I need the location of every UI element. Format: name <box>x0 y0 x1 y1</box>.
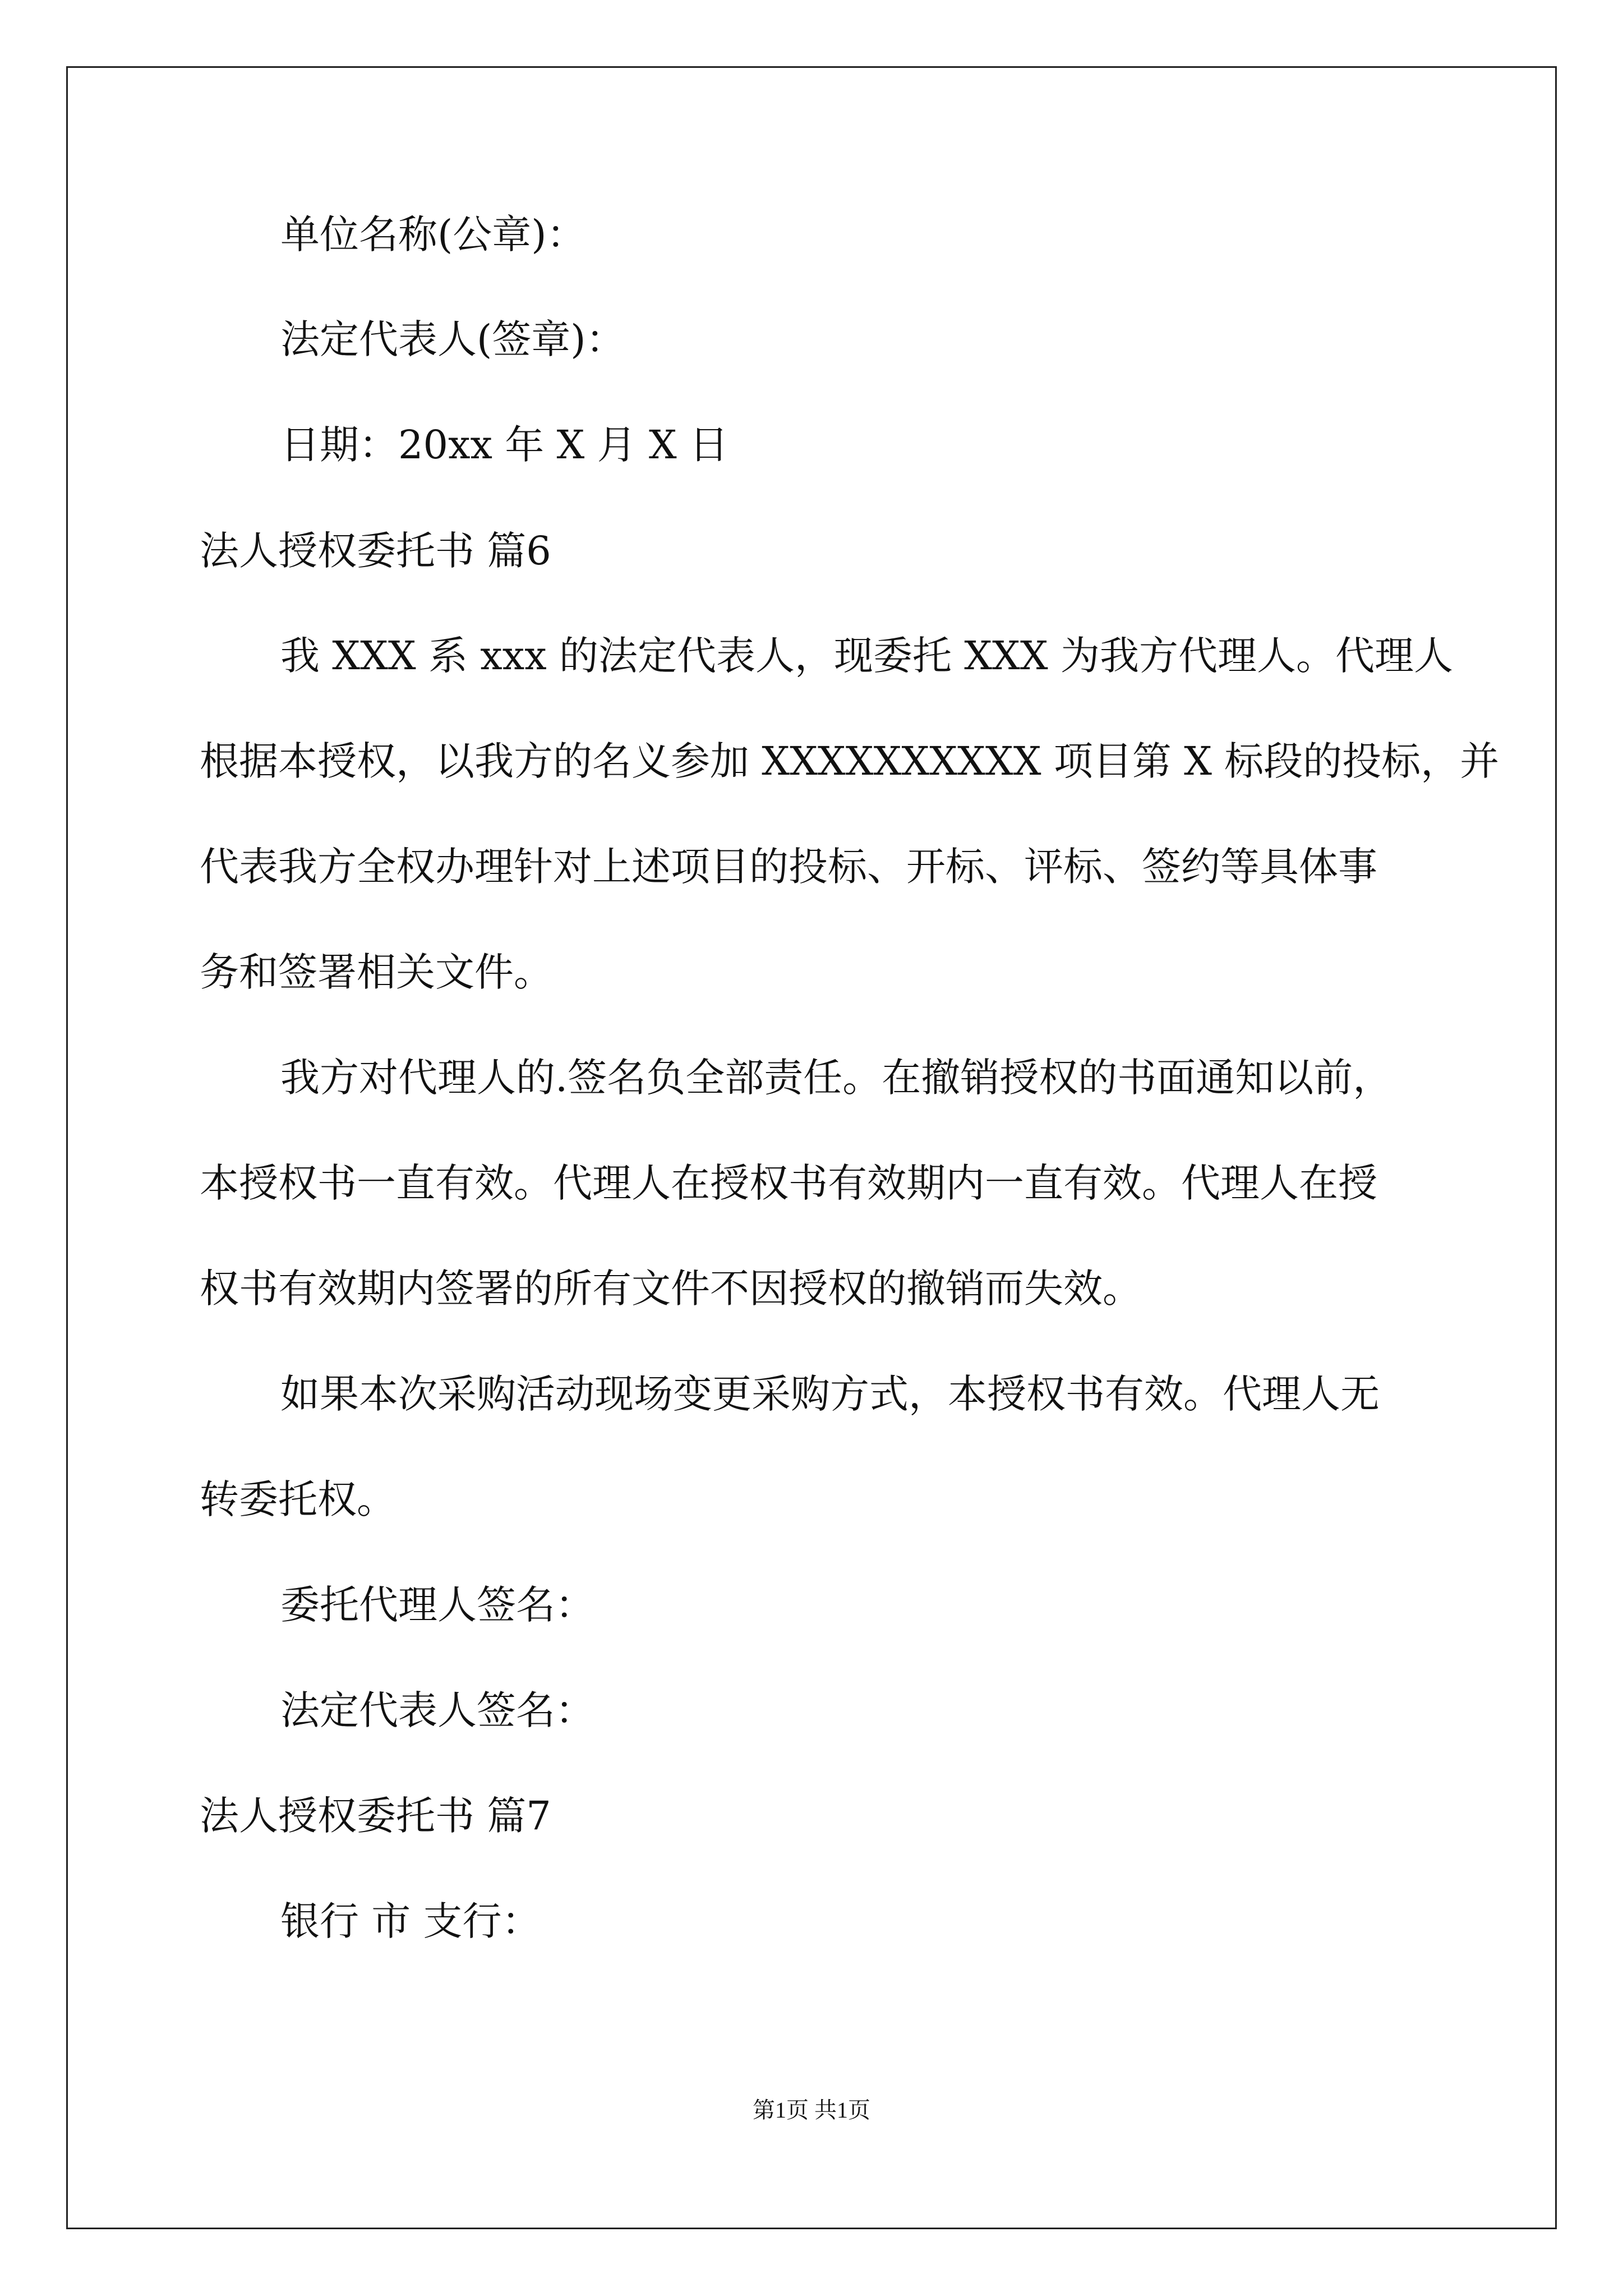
text-line: 我 XXX 系 xxx 的法定代表人，现委托 XXX 为我方代理人。代理人 <box>280 633 1453 679</box>
text-line: 我方对代理人的.签名负全部责任。在撤销授权的书面通知以前， <box>280 1055 1393 1101</box>
text-line: 务和签署相关文件。 <box>200 949 553 995</box>
page-footer: 第1页 共1页 <box>753 2097 870 2123</box>
text-line: 代表我方全权办理针对上述项目的投标、开标、评标、签约等具体事 <box>200 844 1377 890</box>
text-line: 权书有效期内签署的所有文件不因授权的撤销而失效。 <box>200 1266 1142 1312</box>
text-line: 本授权书一直有效。代理人在授权书有效期内一直有效。代理人在授 <box>200 1160 1377 1206</box>
text-line: 法定代表人签名： <box>280 1687 594 1733</box>
text-line: 如果本次采购活动现场变更采购方式，本授权书有效。代理人无 <box>280 1371 1380 1417</box>
text-line: 根据本授权，以我方的名义参加 XXXXXXXXXX 项目第 X 标段的投标，并 <box>200 738 1500 784</box>
text-line: 银行 市 支行： <box>280 1898 541 1944</box>
section-heading: 法人授权委托书 篇7 <box>200 1793 551 1839</box>
text-line: 单位名称(公章)： <box>280 211 586 257</box>
text-line: 转委托权。 <box>200 1476 396 1522</box>
text-line: 法定代表人(签章)： <box>280 316 625 362</box>
text-line: 日期：20xx 年 X 月 X 日 <box>280 422 728 468</box>
section-heading: 法人授权委托书 篇6 <box>200 528 551 574</box>
text-line: 委托代理人签名： <box>280 1582 594 1628</box>
